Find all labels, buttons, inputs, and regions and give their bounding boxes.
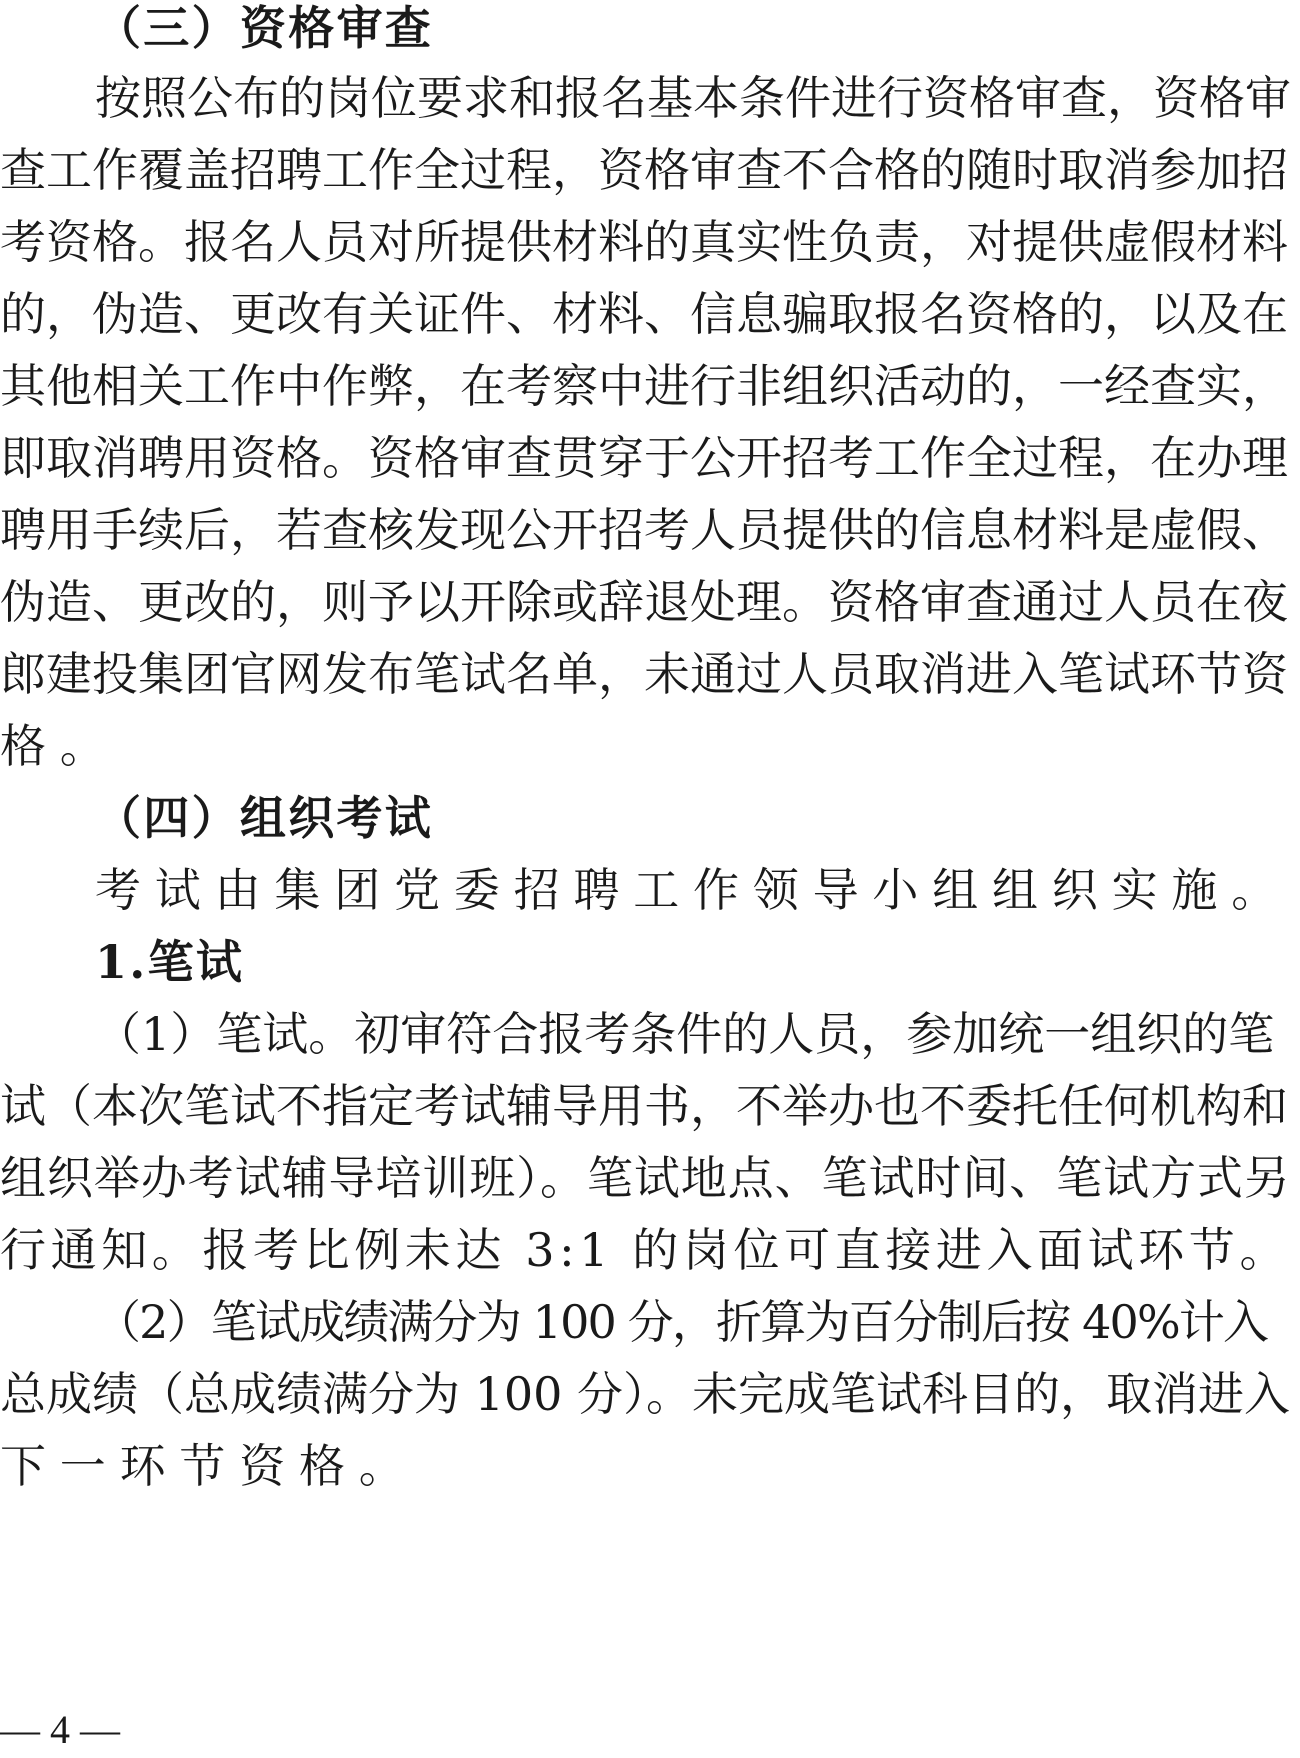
page-number: — 4 —	[0, 1707, 120, 1752]
paragraph-line: 下一环节资格。	[0, 1439, 419, 1493]
paragraph-line: 聘用手续后，若查核发现公开招考人员提供的信息材料是虚假、	[0, 503, 1288, 557]
paragraph-line: （1）笔试。初审符合报考条件的人员，参加统一组织的笔	[95, 1007, 1275, 1061]
section-heading-qualification-review: （三）资格审查	[95, 1, 434, 55]
paragraph-line: 格。	[0, 719, 120, 773]
section-heading-organize-exam: （四）组织考试	[95, 791, 434, 845]
paragraph-line: 总成绩（总成绩满分为 100 分）。未完成笔试科目的，取消进入	[0, 1367, 1291, 1421]
paragraph-line: 考试由集团党委招聘工作领导小组组织实施。	[95, 863, 1291, 917]
paragraph-line: 考资格。报名人员对所提供材料的真实性负责，对提供虚假材料	[0, 215, 1288, 269]
paragraph-line: 郎建投集团官网发布笔试名单，未通过人员取消进入笔试环节资	[0, 647, 1288, 701]
paragraph-line: 按照公布的岗位要求和报名基本条件进行资格审查，资格审	[95, 71, 1291, 125]
paragraph-line: 试（本次笔试不指定考试辅导用书，不举办也不委托任何机构和	[0, 1079, 1288, 1133]
paragraph-line: 行通知。报考比例未达 3:1 的岗位可直接进入面试环节。	[0, 1223, 1291, 1277]
paragraph-line: 即取消聘用资格。资格审查贯穿于公开招考工作全过程，在办理	[0, 431, 1288, 485]
paragraph-line: 的，伪造、更改有关证件、材料、信息骗取报名资格的，以及在	[0, 287, 1288, 341]
paragraph-line: 组织举办考试辅导培训班）。笔试地点、笔试时间、笔试方式另	[0, 1151, 1291, 1205]
paragraph-line: 伪造、更改的，则予以开除或辞退处理。资格审查通过人员在夜	[0, 575, 1288, 629]
paragraph-line: 其他相关工作中作弊，在考察中进行非组织活动的，一经查实，	[0, 359, 1288, 413]
paragraph-line: 查工作覆盖招聘工作全过程，资格审查不合格的随时取消参加招	[0, 143, 1288, 197]
paragraph-line: （2）笔试成绩满分为 100 分，折算为百分制后按 40%计入	[95, 1295, 1268, 1349]
subheading-written-exam: 1.笔试	[95, 935, 245, 989]
